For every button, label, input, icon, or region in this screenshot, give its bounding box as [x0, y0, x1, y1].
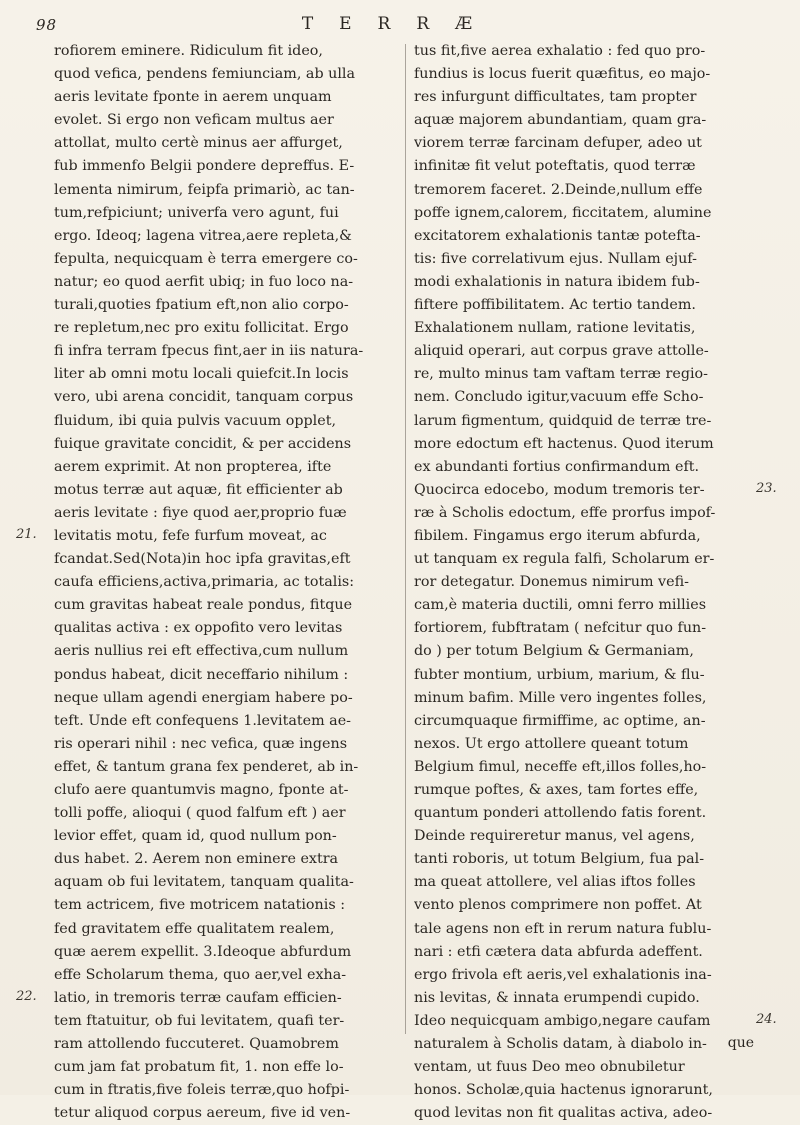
right-column-line: ma queat attollere, vel alias iftos folles [414, 874, 696, 891]
left-column-line: motus terræ aut aquæ, fit efficienter ab [54, 481, 343, 498]
left-column-line: ram attollendo fuccuteret. Quamobrem [54, 1036, 339, 1053]
right-column-line: tale agens non eft in rerum natura fublu- [414, 920, 712, 937]
left-column-line: caufa efficiens,activa,primaria, ac totalis: [54, 574, 355, 591]
right-column-line: vento plenos comprimere non poffet. At [414, 897, 702, 914]
right-column-line: tus fit,five aerea exhalatio : fed quo pro- [414, 43, 706, 59]
right-column-line: minum bafim. Mille vero ingentes folles, [414, 689, 707, 706]
right-column-line: infinitæ fit velut poteftatis, quod terræ [414, 158, 696, 175]
right-column-line: more edoctum eft hactenus. Quod iterum [414, 435, 714, 452]
right-column-line: ror detegatur. Donemus nimirum vefi- [414, 574, 689, 591]
right-column-line: ex abundanti fortius confirmandum eft. [414, 458, 700, 475]
right-column-line: cam,è materia ductili, omni ferro millies [414, 597, 707, 614]
right-column-line: quantum ponderi attollendo fatis forent. [414, 805, 707, 822]
left-column-line: fluidum, ibi quia pulvis vacuum opplet, [54, 412, 336, 429]
right-column-line: ut tanquam ex regula falfi, Scholarum er- [414, 551, 715, 568]
right-column-line: fortiorem, fubftratam ( nefcitur quo fun- [414, 620, 707, 637]
left-column-line: aeris levitate : fiye quod aer,proprio fuæ [54, 504, 347, 521]
column-divider [405, 44, 406, 1034]
left-column-line: levior effet, quam id, quod nullum pon- [54, 828, 337, 845]
right-column-line: modi exhalationis in natura ibidem fub- [414, 273, 700, 290]
left-column-line: levitatis motu, fefe furfum moveat, ac [54, 527, 327, 544]
right-column-line: tremorem faceret. 2.Deinde,nullum effe [414, 181, 703, 198]
left-column-line: cum in ftratis,five foleis terræ,quo hofpi- [54, 1082, 350, 1099]
right-column-line: fubter montium, urbium, marium, & flu- [414, 666, 705, 683]
left-column-line: clufo aere quantumvis magno, fponte at- [54, 782, 349, 798]
left-column-line: fuique gravitate concidit, & per accidens [54, 435, 352, 452]
right-column-line: re, multo minus tam vaftam terræ regio- [414, 366, 708, 383]
left-column-line: quæ aerem expellit. 3.Ideoque abfurdum [54, 943, 352, 960]
right-column-line: res infurgunt difficultates, tam propter [414, 89, 697, 106]
margin-number-24: 24. [756, 1012, 777, 1027]
catchword: que [727, 1035, 754, 1051]
right-column-line: nem. Concludo igitur,vacuum effe Scho- [414, 389, 704, 406]
left-column-line: rofiorem eminere. Ridiculum fit ideo, [54, 43, 323, 59]
right-column-line: circumquaque firmiffime, ac optime, an- [414, 712, 706, 729]
right-column-line: tanti roboris, ut totum Belgium, fua pal- [414, 851, 705, 868]
right-column-line: fiftere poffibilitatem. Ac tertio tandem. [414, 297, 696, 314]
right-column-line: honos. Scholæ,quia hactenus ignorarunt, [414, 1082, 713, 1099]
page-number: 98 [36, 16, 58, 34]
margin-number-22: 22. [16, 989, 37, 1004]
running-title: TERRÆ [301, 14, 499, 34]
right-column-line: naturalem à Scholis datam, à diabolo in- [414, 1036, 707, 1053]
left-column-line: evolet. Si ergo non veficam multus aer [54, 112, 334, 129]
right-column-line: Belgium fimul, neceffe eft,illos folles,ho- [414, 758, 707, 775]
right-column-line: aliquid operari, aut corpus grave attolle- [414, 343, 709, 360]
right-column-line: Ideo nequicquam ambigo,negare caufam [414, 1012, 711, 1029]
right-column-line: tis: five correlativum ejus. Nullam ejuf- [414, 250, 697, 267]
right-column-line: Quocirca edocebo, modum tremoris ter- [414, 481, 705, 498]
right-column-line: Deinde requireretur manus, vel agens, [414, 828, 695, 845]
right-column-line: aquæ majorem abundantiam, quam gra- [414, 112, 707, 129]
left-column-line: vero, ubi arena concidit, tanquam corpus [54, 389, 354, 406]
left-column-line: tolli poffe, alioqui ( quod falfum eft ) aer [54, 805, 346, 822]
left-column-line: aquam ob fui levitatem, tanquam qualita- [54, 874, 354, 891]
left-column-line: fub immenfo Belgii pondere depreffus. E- [54, 158, 355, 175]
margin-number-23: 23. [756, 481, 777, 496]
left-column-line: aerem exprimit. At non propterea, ifte [54, 458, 332, 475]
right-column-line: nexos. Ut ergo attollere queant totum [414, 735, 689, 752]
left-column-line: fepulta, nequicquam è terra emergere co- [54, 250, 358, 267]
left-column-line: tem actricem, five motricem natationis : [54, 897, 346, 914]
right-column-line: ræ à Scholis edoctum, effe prorfus impof- [414, 504, 716, 521]
page-header [36, 14, 764, 40]
left-column-line: ergo. Ideoq; lagena vitrea,aere repleta,& [54, 227, 352, 244]
left-column-line: ris operari nihil : nec vefica, quæ ingens [54, 735, 348, 752]
left-column-line: cum jam fat probatum fit, 1. non effe lo- [54, 1059, 344, 1076]
left-column-line: quod vefica, pendens femiunciam, ab ulla [54, 66, 356, 83]
right-column-line: ventam, ut fuus Deo meo obnubiletur [414, 1059, 685, 1076]
left-text-column [54, 40, 392, 1125]
left-column-line: cum gravitas habeat reale pondus, fitque [54, 597, 353, 614]
right-column-line: ergo frivola eft aeris,vel exhalationis ina- [414, 966, 712, 983]
right-column-line: poffe ignem,calorem, ficcitatem, alumine [414, 204, 712, 221]
left-column-line: tum,refpiciunt; univerfa vero agunt, fui [54, 204, 339, 221]
left-column-line: natur; eo quod aerfit ubiq; in fuo loco na- [54, 273, 354, 290]
left-column-line: teft. Unde eft confequens 1.levitatem ae- [54, 712, 351, 729]
left-column-line: neque ullam agendi energiam habere po- [54, 689, 353, 706]
right-text-column [414, 40, 744, 1125]
right-column-line: rumque poftes, & axes, tam fortes effe, [414, 782, 699, 798]
left-column-line: qualitas activa : ex oppofito vero levitas [54, 620, 343, 637]
left-column-line: pondus habeat, dicit neceffario nihilum : [54, 666, 349, 683]
left-column-line: effe Scholarum thema, quo aer,vel exha- [54, 966, 347, 983]
right-column-line: nis levitas, & innata erumpendi cupido. [414, 989, 700, 1006]
left-column-line: tetur aliquod corpus aereum, five id ven- [54, 1105, 351, 1122]
right-column-line: larum figmentum, quidquid de terræ tre- [414, 412, 712, 429]
right-column-line: fundius is locus fuerit quæfitus, eo majo- [414, 66, 711, 83]
right-column-line: quod levitas non fit qualitas activa, adeo- [414, 1105, 713, 1122]
left-column-line: dus habet. 2. Aerem non eminere extra [54, 851, 339, 868]
left-column-line: re repletum,nec pro exitu follicitat. Ergo [54, 320, 349, 337]
left-column-line: turali,quoties fpatium eft,non alio corpo- [54, 297, 349, 314]
left-column-line: liter ab omni motu locali quiefcit.In locis [54, 366, 349, 383]
left-column-line: fed gravitatem effe qualitatem realem, [54, 920, 335, 937]
left-column-line: fcandat.Sed(Nota)in hoc ipfa gravitas,eft [54, 551, 351, 568]
right-column-line: nari : etfi cætera data abfurda adeffent. [414, 943, 703, 960]
left-column-line: attollat, multo certè minus aer affurget, [54, 135, 343, 152]
margin-number-21: 21. [16, 527, 37, 542]
left-column-line: fi infra terram fpecus fint,aer in iis natura- [54, 343, 364, 360]
right-column-line: fibilem. Fingamus ergo iterum abfurda, [414, 527, 701, 544]
right-column-line: Exhalationem nullam, ratione levitatis, [414, 320, 696, 337]
left-column-line: tem ftatuitur, ob fui levitatem, quafi ter- [54, 1012, 345, 1029]
left-column-line: effet, & tantum grana fex penderet, ab in- [54, 758, 359, 775]
left-column-line: aeris levitate fponte in aerem unquam [54, 89, 332, 106]
left-column-line: lementa nimirum, feipfa primariò, ac tan- [54, 181, 355, 198]
right-column-line: viorem terræ farcinam defuper, adeo ut [414, 135, 702, 152]
left-column-line: aeris nullius rei eft effectiva,cum nullum [54, 643, 349, 660]
right-column-line: excitatorem exhalationis tantæ potefta- [414, 227, 701, 244]
left-column-line: latio, in tremoris terræ caufam efficien- [54, 989, 342, 1006]
right-column-line: do ) per totum Belgium & Germaniam, [414, 643, 694, 660]
